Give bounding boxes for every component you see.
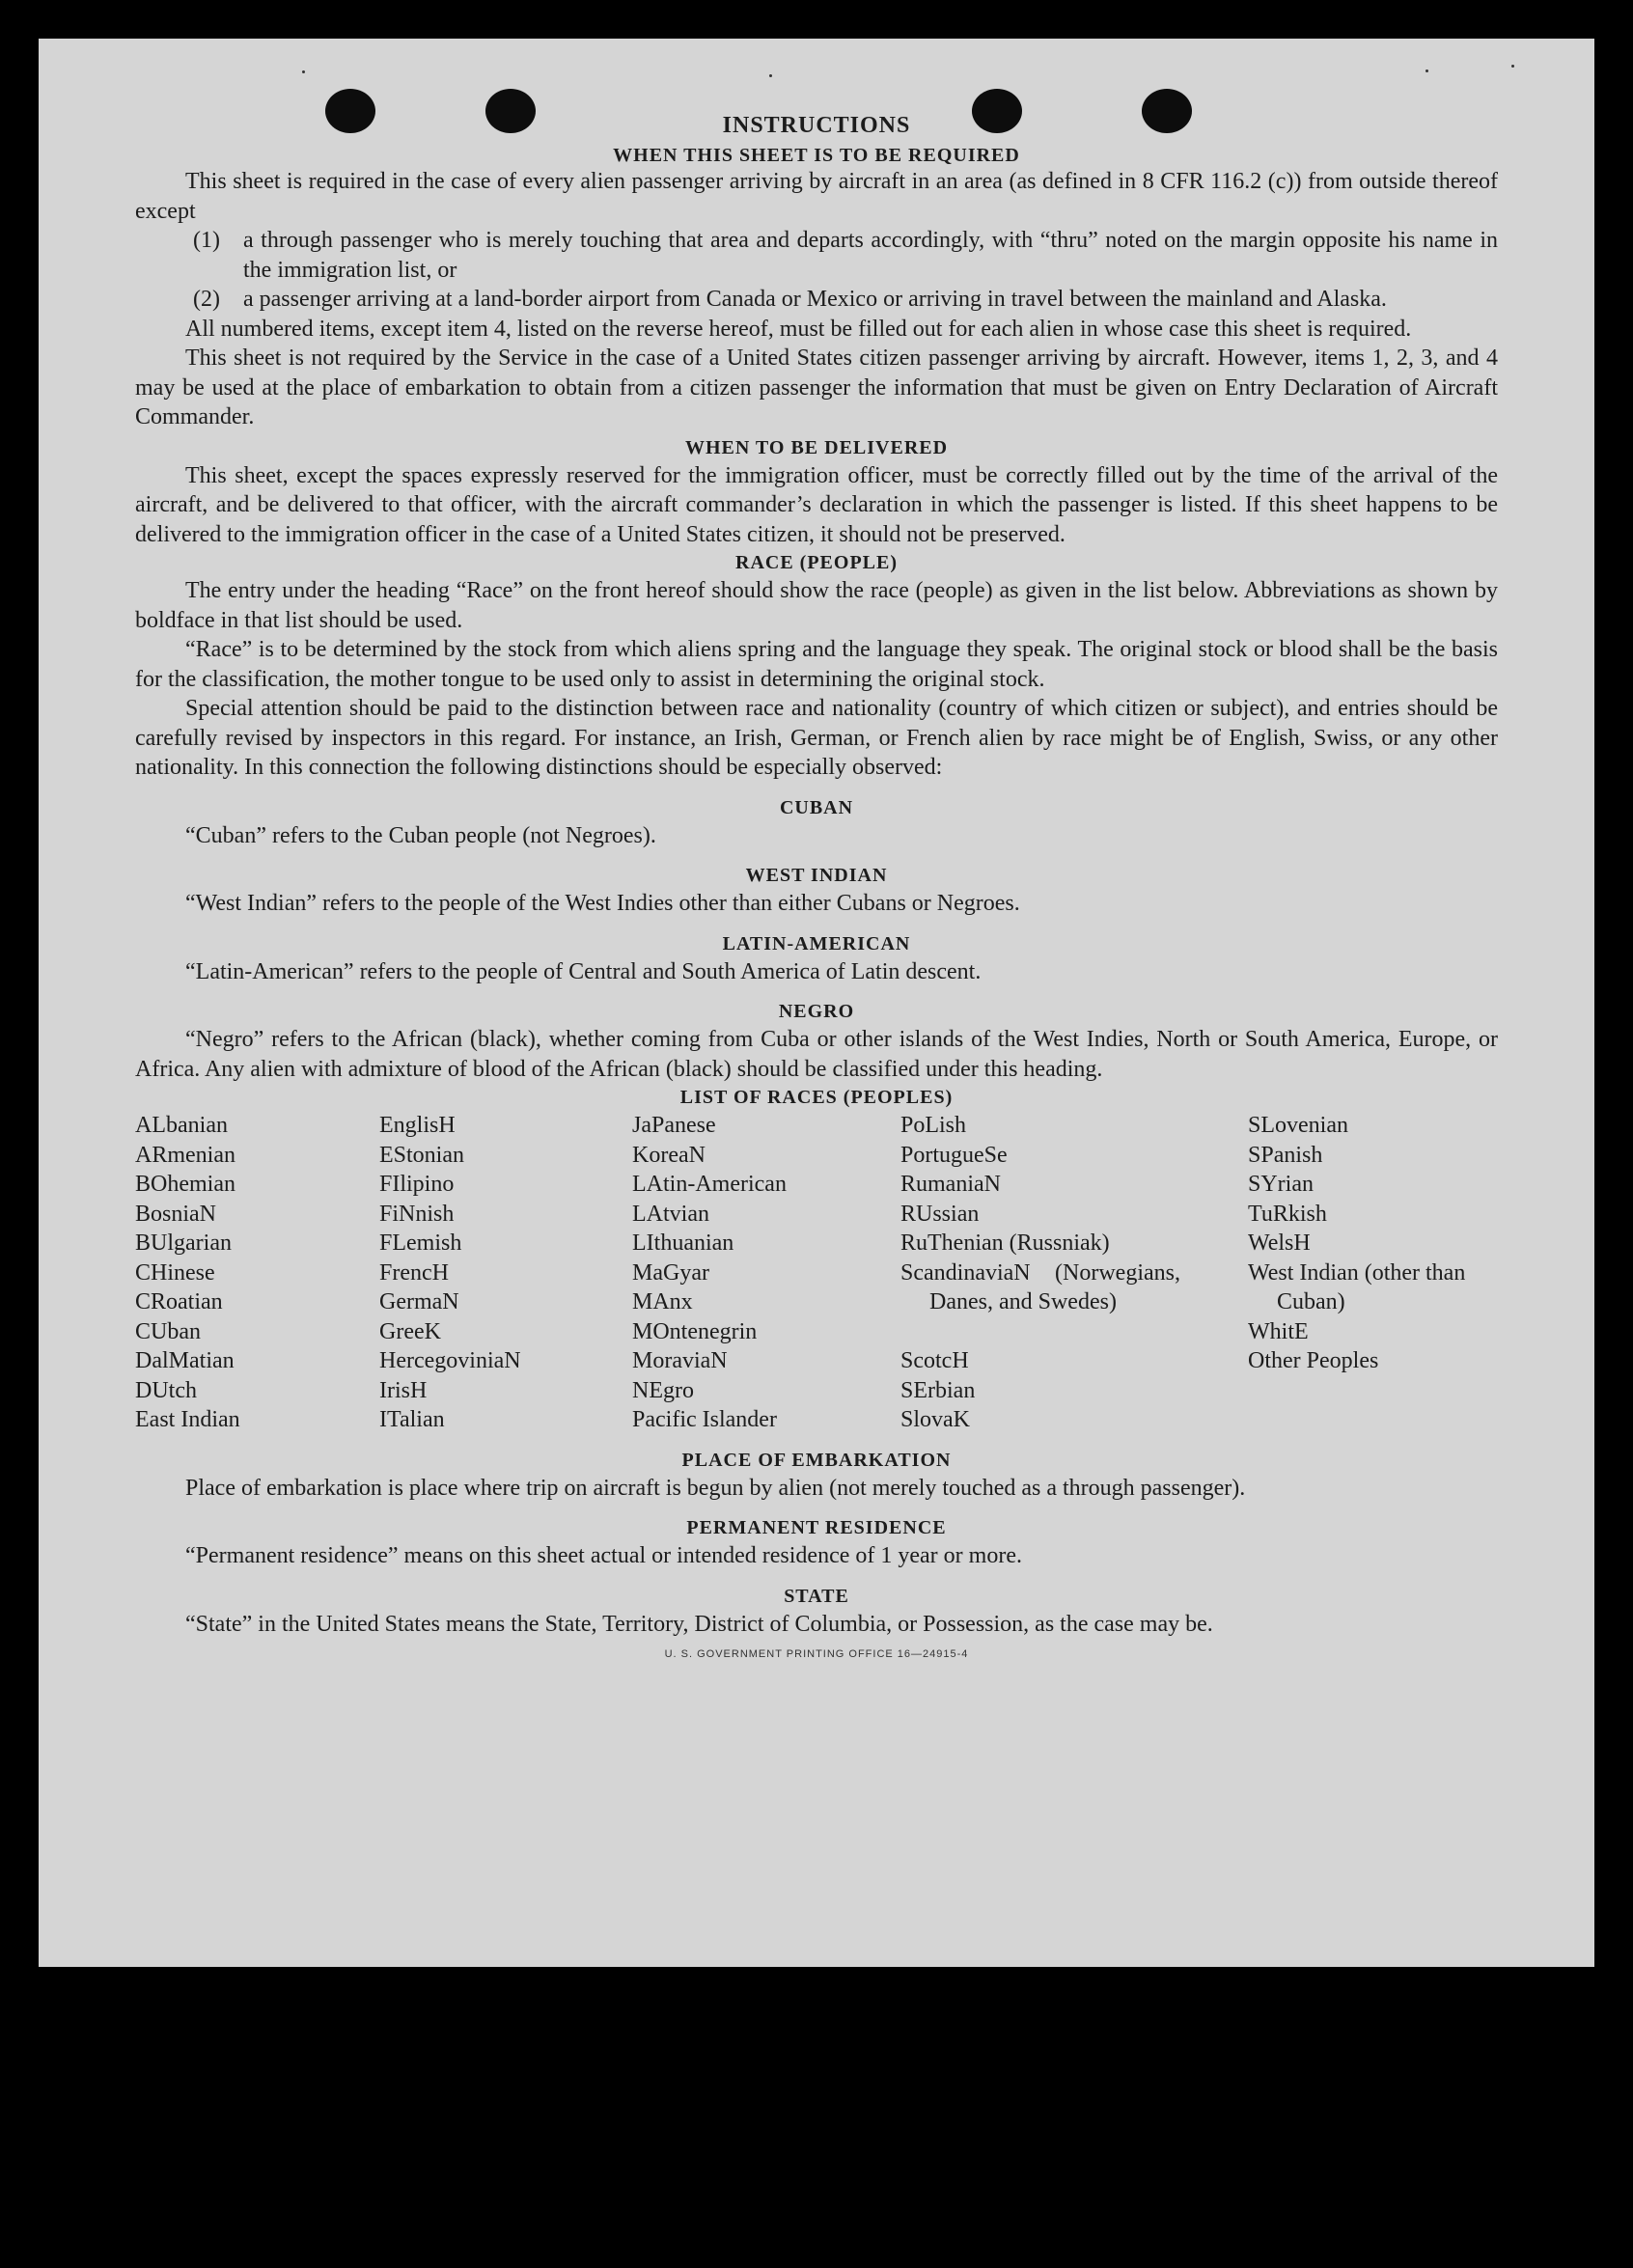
race-item: ALbanian	[135, 1113, 228, 1138]
race-item: TuRkish	[1248, 1201, 1327, 1227]
section-heading: PLACE OF EMBARKATION	[681, 1449, 952, 1471]
document-sheet	[39, 39, 1594, 1967]
paragraph: Special attention should be paid to the distinction between race and nationality (country of which citizen or subject), and entries should be carefully revised by inspectors in this regard. For instance, an Irish, German, or French alien by race might be of English, Swiss, or any other nationality. In this connection the following distinctions should be especially observed:	[135, 696, 1498, 780]
race-item: SlovaK	[900, 1407, 970, 1432]
race-item: KoreaN	[632, 1142, 706, 1168]
page-title: INSTRUCTIONS	[722, 113, 911, 138]
section-heading: RACE (PEOPLE)	[735, 552, 898, 573]
speck	[1511, 65, 1514, 68]
race-item: East Indian	[135, 1407, 240, 1432]
race-item: SPanish	[1248, 1142, 1323, 1168]
race-item: BosniaN	[135, 1201, 216, 1227]
race-item: PoLish	[900, 1113, 967, 1138]
race-item: WhitE	[1248, 1318, 1309, 1344]
paragraph: “Latin-American” refers to the people of Central and South America of Latin descent.	[185, 958, 982, 984]
race-item: MOntenegrin	[632, 1318, 758, 1344]
paragraph: This sheet is not required by the Service in the case of a United States citizen passenger arriving by aircraft. However, items 1, 2, 3, and 4 may be used at the place of embarkation to obtain from a citizen passenger the information that must be given on Entry Declaration of Aircraft Commander.	[135, 346, 1498, 429]
section-heading: PERMANENT RESIDENCE	[686, 1517, 947, 1538]
race-item: MaGyar	[632, 1259, 709, 1286]
section-heading: NEGRO	[778, 1001, 855, 1022]
paragraph: Place of embarkation is place where trip on aircraft is begun by alien (not merely touched as a through passenger).	[185, 1475, 1246, 1501]
section-heading: WHEN THIS SHEET IS TO BE REQUIRED	[613, 145, 1020, 166]
race-item: Other Peoples	[1248, 1348, 1379, 1373]
races-column	[1180, 1111, 1508, 1435]
race-item: IrisH	[379, 1377, 428, 1403]
race-item: West Indian (other than Cuban)	[1248, 1259, 1466, 1314]
race-item: RuThenian (Russniak)	[900, 1231, 1110, 1256]
race-item: MoraviaN	[632, 1348, 728, 1373]
paragraph: This sheet, except the spaces expressly reserved for the immigration officer, must be correctly filled out by the time of the arrival of the aircraft, and be delivered to that officer, with the aircraft commander’s declaration in which the passenger is listed. If this sheet happens to be delivered to the immigration officer in the case of a United States citizen, it should not be preserved.	[135, 462, 1498, 547]
race-item: FiNnish	[379, 1201, 455, 1227]
list-item	[193, 226, 1498, 285]
race-item: FrencH	[379, 1259, 449, 1286]
races-column	[379, 1111, 632, 1435]
section-heading: CUBAN	[779, 796, 854, 818]
race-item: GermaN	[379, 1289, 459, 1314]
paragraph: “Permanent residence” means on this sheet actual or intended residence of 1 year or more.	[185, 1543, 1022, 1568]
race-item: ScandinaviaN (Norwegians, Danes, and Swedes)	[900, 1259, 1180, 1314]
race-item: Pacific Islander	[632, 1407, 777, 1432]
race-item: DalMatian	[135, 1348, 235, 1373]
race-item: LAtin-American	[632, 1172, 787, 1197]
race-item: FLemish	[379, 1231, 462, 1256]
races-column	[632, 1111, 900, 1435]
race-item: SErbian	[900, 1377, 976, 1403]
race-item: CRoatian	[135, 1289, 223, 1314]
race-item: RumaniaN	[900, 1172, 1001, 1197]
races-column	[135, 1111, 379, 1435]
speck	[302, 70, 305, 73]
race-item: RUssian	[900, 1201, 980, 1227]
race-item: GreeK	[379, 1318, 441, 1344]
races-column	[900, 1111, 1180, 1435]
paragraph: “West Indian” refers to the people of the West Indies other than either Cubans or Negroes.	[185, 891, 1020, 916]
race-item: EnglisH	[379, 1113, 456, 1138]
speck	[769, 74, 772, 77]
race-item: CHinese	[135, 1259, 215, 1286]
race-item: CUban	[135, 1318, 201, 1344]
races-list	[135, 1111, 1498, 1435]
paragraph: The entry under the heading “Race” on the front hereof should show the race (people) as given in the list below. Abbreviations as shown by boldface in that list should be used.	[135, 578, 1498, 633]
section-heading: STATE	[784, 1585, 849, 1607]
race-item: FIlipino	[379, 1172, 455, 1197]
printing-office-footer: U. S. GOVERNMENT PRINTING OFFICE 16—24915-4	[664, 1648, 969, 1660]
race-item: ScotcH	[900, 1348, 969, 1373]
item-text: a through passenger who is merely touching that area and departs accordingly, with “thru” noted on the margin opposite his name in the immigration list, or	[243, 228, 1498, 283]
race-item: LIthuanian	[632, 1231, 734, 1256]
race-item: ITalian	[379, 1407, 445, 1432]
race-item: BOhemian	[135, 1172, 235, 1197]
race-item: BUlgarian	[135, 1231, 232, 1256]
race-item: ARmenian	[135, 1142, 235, 1168]
section-heading: WHEN TO BE DELIVERED	[684, 436, 949, 458]
paragraph: “State” in the United States means the State, Territory, District of Columbia, or Possession, as the case may be.	[185, 1611, 1213, 1637]
paragraph: “Race” is to be determined by the stock from which aliens spring and the language they speak. The original stock or blood shall be the basis for the classification, the mother tongue to be used only to assist in determining the original stock.	[135, 637, 1498, 692]
race-item: NEgro	[632, 1377, 694, 1403]
item-text: a passenger arriving at a land-border airport from Canada or Mexico or arriving in travel between the mainland and Alaska.	[243, 287, 1387, 312]
race-item: HercegoviniaN	[379, 1348, 521, 1373]
race-item: DUtch	[135, 1377, 197, 1403]
item-number: (1)	[193, 228, 220, 253]
race-item: PortugueSe	[900, 1142, 1008, 1168]
race-item: SYrian	[1248, 1172, 1314, 1197]
list-item	[193, 285, 1498, 315]
item-number: (2)	[193, 287, 220, 312]
race-item: MAnx	[632, 1289, 693, 1314]
paragraph: This sheet is required in the case of every alien passenger arriving by aircraft in an area (as defined in 8 CFR 116.2 (c)) from outside thereof except	[135, 169, 1498, 224]
section-heading: LATIN-AMERICAN	[722, 932, 911, 954]
race-item: LAtvian	[632, 1201, 709, 1227]
race-item: JaPanese	[632, 1113, 716, 1138]
instructions-content	[135, 111, 1498, 1660]
race-item: EStonian	[379, 1142, 464, 1168]
paragraph: “Negro” refers to the African (black), whether coming from Cuba or other islands of the West Indies, North or South America, Europe, or Africa. Any alien with admixture of blood of the African (black) should be classified under this heading.	[135, 1027, 1498, 1082]
race-item: SLovenian	[1248, 1113, 1348, 1138]
paragraph: All numbered items, except item 4, listed on the reverse hereof, must be filled out for each alien in whose case this sheet is required.	[185, 316, 1412, 342]
section-heading: WEST INDIAN	[745, 865, 888, 886]
speck	[1425, 69, 1428, 72]
paragraph: “Cuban” refers to the Cuban people (not Negroes).	[185, 822, 656, 848]
section-heading: LIST OF RACES (PEOPLES)	[679, 1087, 954, 1108]
race-item: WelsH	[1248, 1231, 1311, 1256]
